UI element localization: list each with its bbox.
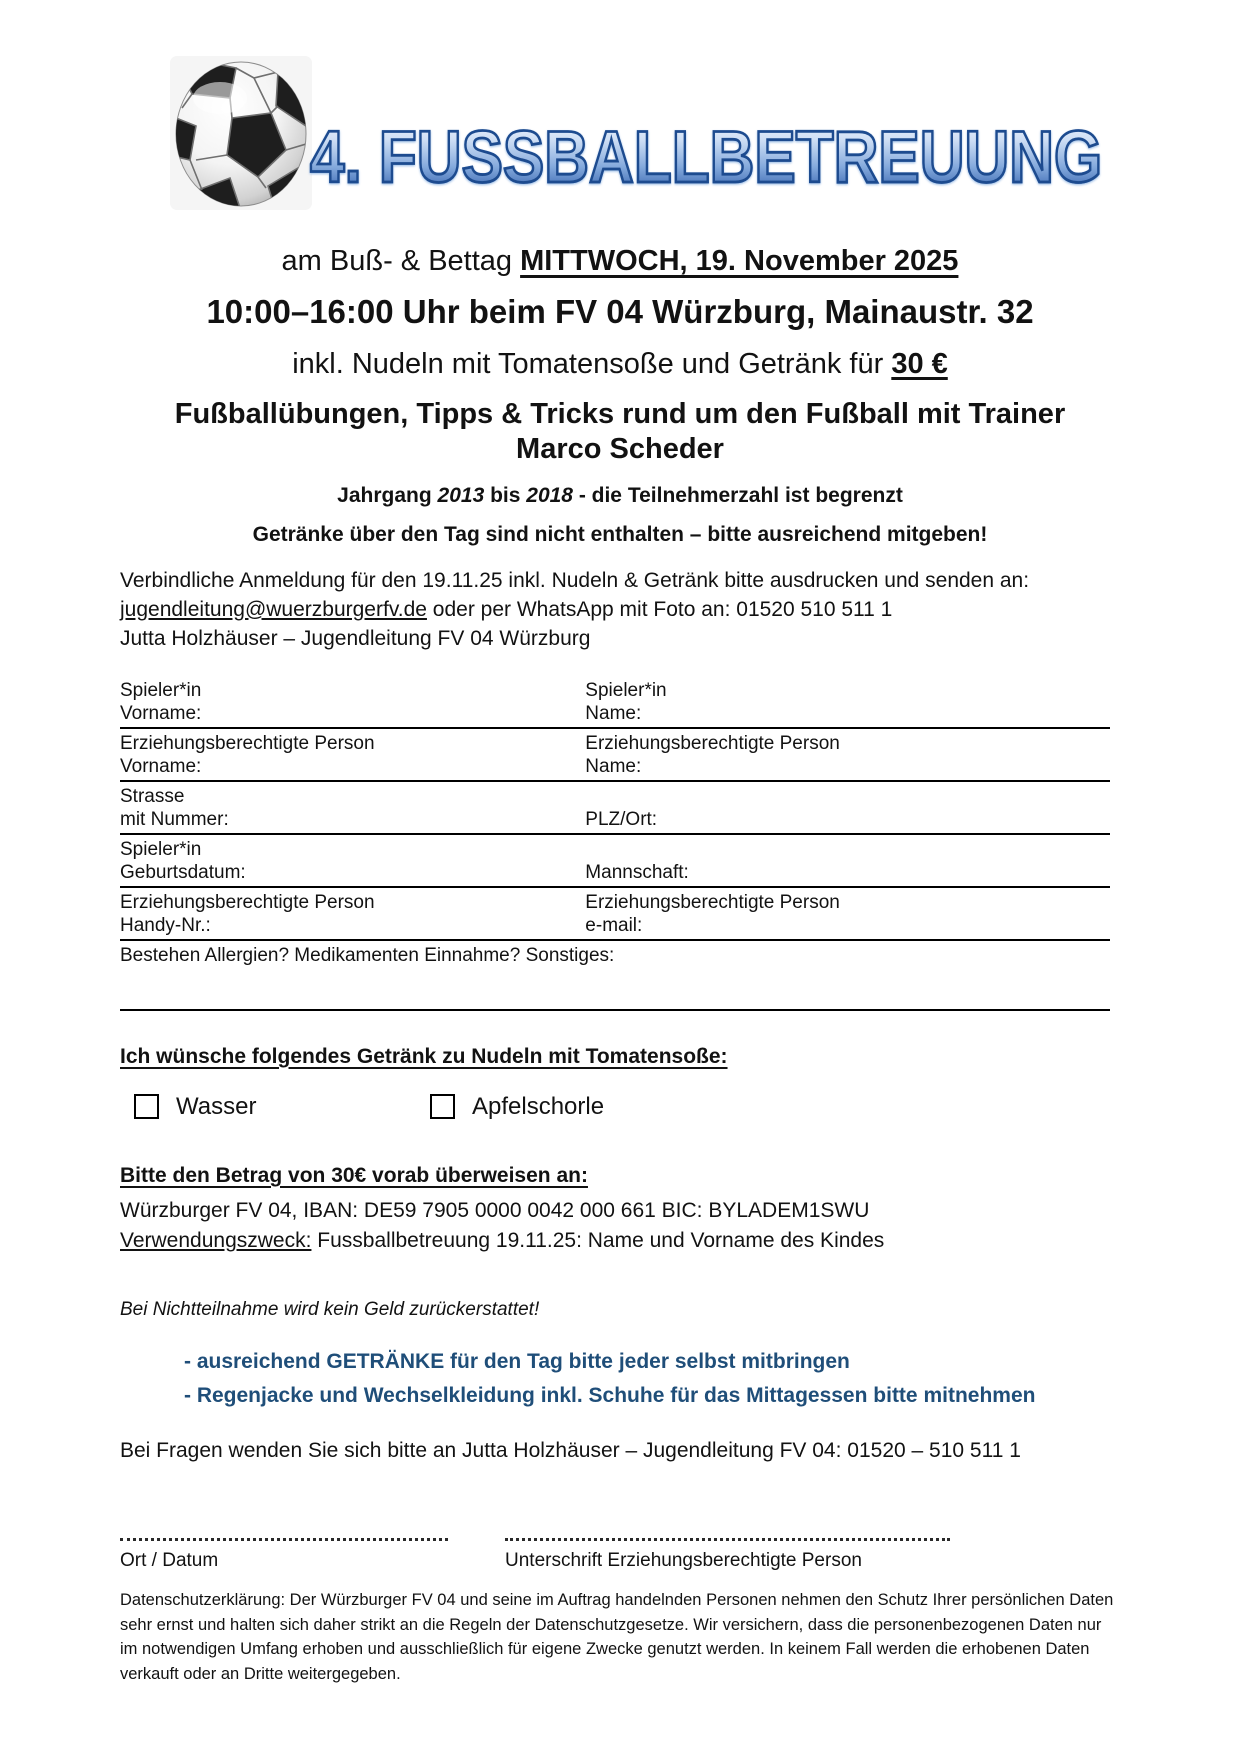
form-cell-player-vorname <box>120 679 585 725</box>
field-label: PLZ/Ort: <box>585 808 658 830</box>
field-label: Name: <box>585 702 642 724</box>
age-group-text: Jahrgang <box>337 483 438 507</box>
field-label: e-mail: <box>585 914 643 936</box>
email-link[interactable]: jugendleitung@wuerzburgerfv.de <box>120 597 427 621</box>
form-row-phone-email[interactable] <box>120 888 1110 941</box>
page-title: 4. FUSSBALLBETREUUNG <box>310 117 1103 199</box>
price-line <box>105 348 1135 381</box>
field-label: mit Nummer: <box>120 808 229 830</box>
signature-line-ort-datum[interactable] <box>120 1525 448 1541</box>
field-label: Spieler*in <box>120 838 202 860</box>
age-group-line <box>105 484 1135 508</box>
checkbox-apfelschorle[interactable] <box>430 1094 455 1119</box>
registration-paragraph <box>120 567 1110 654</box>
form-cell-team <box>585 838 1110 884</box>
drink-option-wasser[interactable] <box>134 1093 430 1121</box>
checkbox-apfelschorle-label: Apfelschorle <box>472 1092 605 1120</box>
intro-block <box>0 245 1240 547</box>
form-row-allergies[interactable] <box>120 941 1110 1011</box>
age-group-year-from: 2013 <box>437 483 485 507</box>
price-line-prefix: inkl. Nudeln mit Tomatensoße und Getränk für <box>292 348 892 380</box>
form-row-player-name[interactable] <box>120 676 1110 729</box>
allergy-label: Bestehen Allergien? Medikamenten Einnahme? Sonstiges: <box>120 944 615 966</box>
field-label: Name: <box>585 755 642 777</box>
form-row-address[interactable] <box>120 782 1110 835</box>
price-line-emphasis: 30 € <box>891 348 948 380</box>
drink-option-apfelschorle[interactable] <box>430 1093 726 1121</box>
form-cell-player-name <box>585 679 1110 725</box>
field-label: Erziehungsberechtigte Person <box>120 732 375 754</box>
age-group-text: - die Teilnehmerzahl ist begrenzt <box>572 483 903 507</box>
form-row-birthdate-team[interactable] <box>120 835 1110 888</box>
payment-purpose-line <box>120 1226 1110 1256</box>
payment-account-line: Würzburger FV 04, IBAN: DE59 7905 0000 0042 000 661 BIC: BYLADEM1SWU <box>120 1198 870 1222</box>
age-group-text: bis <box>484 483 527 507</box>
field-label: Erziehungsberechtigte Person <box>120 891 375 913</box>
form-cell-email <box>585 891 1110 937</box>
field-label: Handy-Nr.: <box>120 914 211 936</box>
soccer-ball-icon <box>170 56 312 210</box>
field-label: Erziehungsberechtigte Person <box>585 732 840 754</box>
signature-section <box>120 1525 1110 1572</box>
payment-purpose-label: Verwendungszweck: <box>120 1229 312 1253</box>
form-cell-plz-ort <box>585 785 1110 831</box>
questions-contact-line: Bei Fragen wenden Sie sich bitte an Jutta Holzhäuser – Jugendleitung FV 04: 01520 – 510 511 1 <box>120 1438 1021 1462</box>
checkbox-wasser-label: Wasser <box>176 1092 257 1120</box>
form-cell-birthdate <box>120 838 585 884</box>
registration-text: Verbindliche Anmeldung für den 19.11.25 inkl. Nudeln & Getränk bitte ausdrucken und senden an: <box>120 568 1030 592</box>
signature-right <box>505 1525 975 1572</box>
drink-choice-section <box>120 1045 1110 1121</box>
form-cell-guardian-name <box>585 732 1110 778</box>
field-label: Erziehungsberechtigte Person <box>585 891 840 913</box>
field-label <box>585 785 1110 808</box>
time-location-line: 10:00–16:00 Uhr beim FV 04 Würzburg, Mainaustr. 32 <box>206 293 1034 330</box>
date-line-emphasis: MITTWOCH, 19. November 2025 <box>520 245 959 277</box>
payment-section <box>120 1161 1110 1257</box>
signature-label-ort-datum: Ort / Datum <box>120 1549 219 1571</box>
registration-text-after: oder per WhatsApp mit Foto an: 01520 510 511 1 <box>426 597 893 621</box>
form-cell-phone <box>120 891 585 937</box>
refund-note: Bei Nichtteilnahme wird kein Geld zurückerstattet! <box>120 1298 540 1320</box>
form-row-guardian-name[interactable] <box>120 729 1110 782</box>
form-cell-guardian-vorname <box>120 732 585 778</box>
payment-purpose-text: Fussballbetreuung 19.11.25: Name und Vorname des Kindes <box>311 1229 885 1253</box>
signature-left <box>120 1525 505 1572</box>
drink-choice-heading: Ich wünsche folgendes Getränk zu Nudeln mit Tomatensoße: <box>120 1044 728 1068</box>
bullet-clothing: - Regenjacke und Wechselkleidung inkl. Schuhe für das Mittagessen bitte mitnehmen <box>184 1383 1036 1407</box>
form-cell-street <box>120 785 585 831</box>
field-label: Geburtsdatum: <box>120 861 246 883</box>
field-label: Vorname: <box>120 702 202 724</box>
privacy-statement: Datenschutzerklärung: Der Würzburger FV 04 und seine im Auftrag handelnden Personen nehmen den Schutz Ihrer persönlichen Daten sehr ernst und halten sich daher strikt an die Regeln der Datenschutzgesetze. Wir versichern, dass die personenbezogenen Daten nur im notwendigen Umfang erhoben und ausschließlich für eigene Zwecke genutzt werden. In keinem Fall werden die erhobenen Daten verkauft oder an Dritte weitergegeben. <box>120 1590 1114 1684</box>
field-label: Vorname: <box>120 755 202 777</box>
field-label: Mannschaft: <box>585 861 689 883</box>
header <box>0 0 1240 215</box>
date-line-prefix: am Buß- & Bettag <box>281 245 521 277</box>
drink-options <box>134 1093 1110 1121</box>
blue-bullet-notes <box>184 1345 1110 1413</box>
field-label: Spieler*in <box>120 679 202 701</box>
program-line: Fußballübungen, Tipps & Tricks rund um den Fußball mit Trainer Marco Scheder <box>174 398 1066 465</box>
bullet-drinks: - ausreichend GETRÄNKE für den Tag bitte jeder selbst mitbringen <box>184 1349 850 1373</box>
contact-person-line: Jutta Holzhäuser – Jugendleitung FV 04 Würzburg <box>120 626 591 650</box>
drinks-hint-line: Getränke über den Tag sind nicht enthalten – bitte ausreichend mitgeben! <box>252 522 988 546</box>
field-label: Spieler*in <box>585 679 667 701</box>
age-group-year-to: 2018 <box>526 483 573 507</box>
allergy-write-space <box>120 967 1110 1009</box>
registration-form <box>120 676 1110 1011</box>
field-label <box>585 838 1110 861</box>
signature-label-unterschrift: Unterschrift Erziehungsberechtigte Person <box>505 1549 862 1571</box>
date-line <box>105 245 1135 278</box>
checkbox-wasser[interactable] <box>134 1094 159 1119</box>
field-label: Strasse <box>120 785 185 807</box>
signature-line-unterschrift[interactable] <box>505 1525 950 1541</box>
payment-heading: Bitte den Betrag von 30€ vorab überweisen an: <box>120 1163 588 1187</box>
